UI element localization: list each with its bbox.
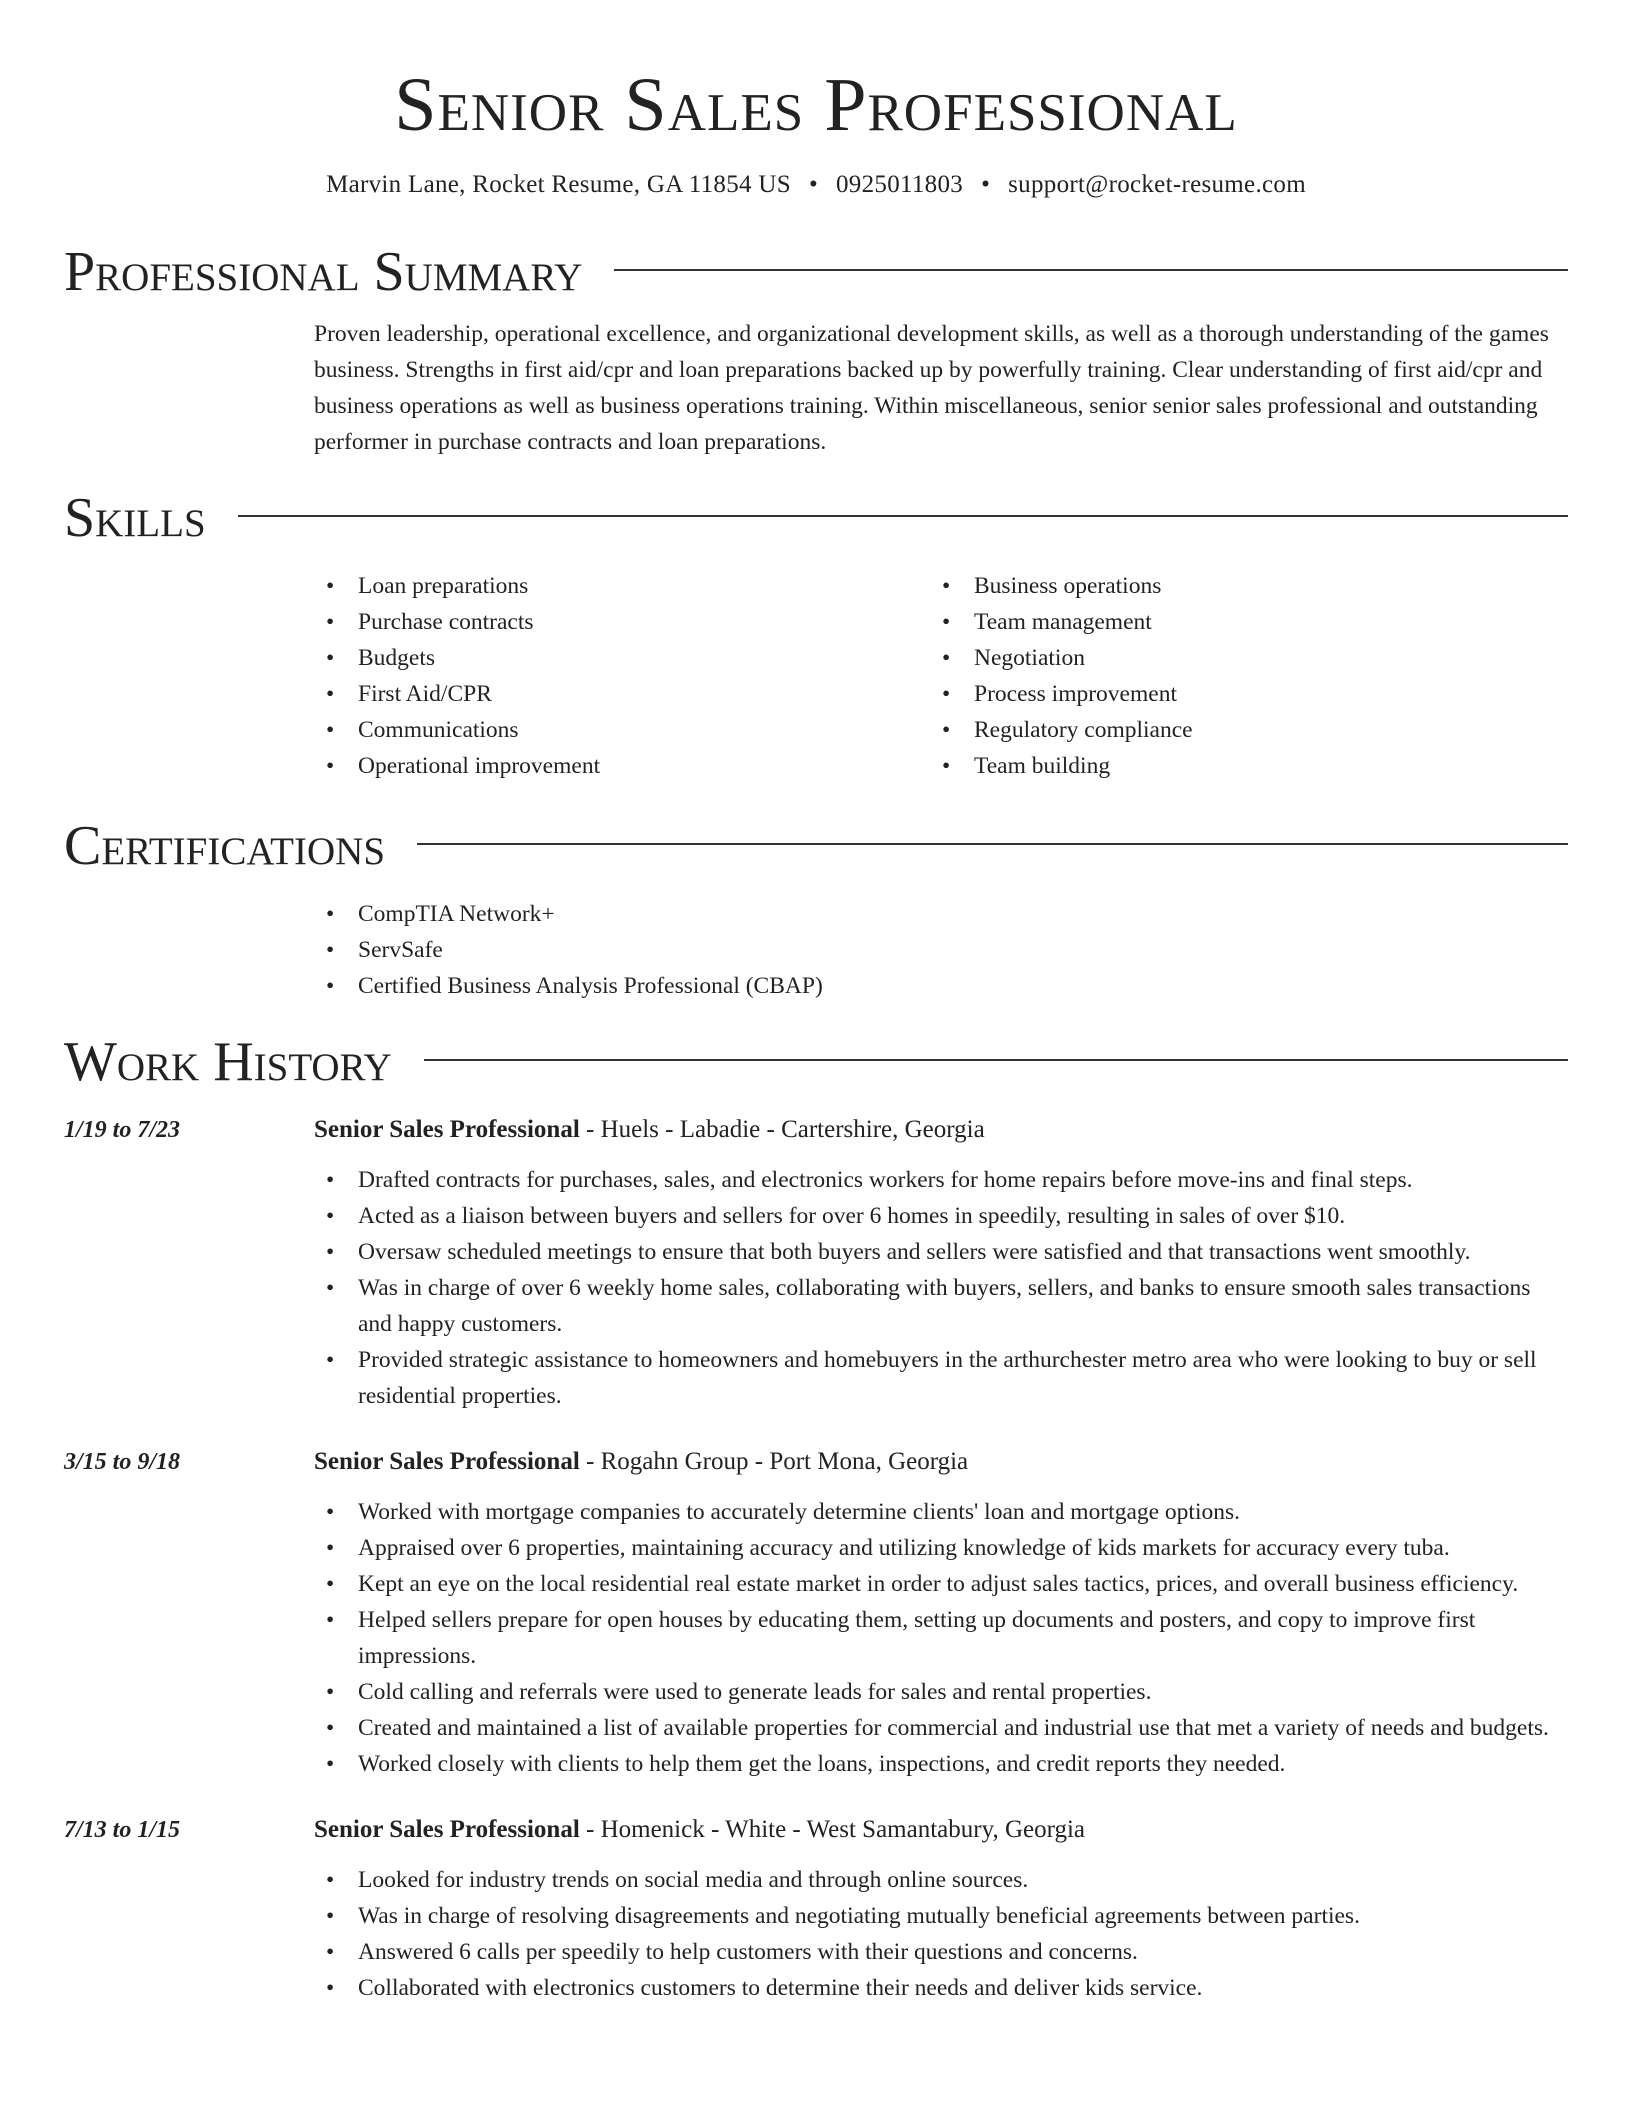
section-divider xyxy=(424,1059,1568,1061)
contact-phone: 0925011803 xyxy=(836,171,964,198)
job-dates: 3/15 to 9/18 xyxy=(64,1449,181,1475)
skills-section-title: Skills xyxy=(64,487,206,549)
job-heading xyxy=(314,1112,1568,1148)
job-bullet: • Was in charge of over 6 weekly home sales, collaborating with buyers, sellers, and banks to ensure smooth sales transactions and happy customers. xyxy=(314,1270,1568,1342)
certification-item: • Certified Business Analysis Professional (CBAP) xyxy=(314,968,1568,1004)
certifications-list xyxy=(314,896,1568,1004)
work-history-list xyxy=(64,1112,1568,2006)
section-divider xyxy=(417,843,1568,845)
contact-email: support@rocket-resume.com xyxy=(1008,171,1306,198)
job-bullet: • Provided strategic assistance to homeowners and homebuyers in the arthurchester metro area who were looking to buy or sell residential properties. xyxy=(314,1342,1568,1414)
skill-item: • Negotiation xyxy=(930,640,1546,676)
section-divider xyxy=(238,515,1568,517)
skills-section-header xyxy=(64,486,1568,550)
skill-item: • Regulatory compliance xyxy=(930,712,1546,748)
job-entry xyxy=(64,1112,1568,1414)
resume-name: Senior Sales Professional xyxy=(394,63,1238,147)
skill-item: • Purchase contracts xyxy=(314,604,930,640)
job-company: - Homenick - White - West Samantabury, Georgia xyxy=(579,1816,1086,1843)
job-entry xyxy=(64,1444,1568,1782)
job-bullet: • Looked for industry trends on social media and through online sources. xyxy=(314,1862,1568,1898)
skill-item: • Business operations xyxy=(930,568,1546,604)
job-bullet: • Worked with mortgage companies to accurately determine clients' loan and mortgage options. xyxy=(314,1494,1568,1530)
certification-item: • CompTIA Network+ xyxy=(314,896,1568,932)
contact-address: Marvin Lane, Rocket Resume, GA 11854 US xyxy=(326,171,791,198)
job-bullet: • Kept an eye on the local residential real estate market in order to adjust sales tactics, prices, and overall business efficiency. xyxy=(314,1566,1568,1602)
job-title: Senior Sales Professional xyxy=(314,1448,580,1475)
job-company: - Rogahn Group - Port Mona, Georgia xyxy=(579,1448,969,1475)
job-bullet: • Appraised over 6 properties, maintaining accuracy and utilizing knowledge of kids markets for accuracy every tuba. xyxy=(314,1530,1568,1566)
skills-list xyxy=(314,568,1568,784)
job-bullet: • Worked closely with clients to help them get the loans, inspections, and credit reports they needed. xyxy=(314,1746,1568,1782)
job-bullet: • Answered 6 calls per speedily to help customers with their questions and concerns. xyxy=(314,1934,1568,1970)
certification-item: • ServSafe xyxy=(314,932,1568,968)
skill-item: • Team building xyxy=(930,748,1546,784)
job-title: Senior Sales Professional xyxy=(314,1816,580,1843)
certifications-section-header xyxy=(64,814,1568,878)
job-entry xyxy=(64,1812,1568,2006)
work-section-header xyxy=(64,1030,1568,1094)
job-bullet: • Oversaw scheduled meetings to ensure that both buyers and sellers were satisfied and that transactions went smoothly. xyxy=(314,1234,1568,1270)
job-bullet: • Was in charge of resolving disagreements and negotiating mutually beneficial agreements between parties. xyxy=(314,1898,1568,1934)
job-dates: 1/19 to 7/23 xyxy=(64,1117,181,1143)
section-divider xyxy=(614,269,1568,271)
skills-column-right xyxy=(930,568,1546,784)
job-bullet: • Created and maintained a list of available properties for commercial and industrial use that met a variety of needs and budgets. xyxy=(314,1710,1568,1746)
certifications-section-title: Certifications xyxy=(64,815,386,877)
job-bullet: • Helped sellers prepare for open houses by educating them, setting up documents and posters, and copy to improve first impressions. xyxy=(314,1602,1568,1674)
skill-item: • First Aid/CPR xyxy=(314,676,930,712)
job-bullet: • Drafted contracts for purchases, sales, and electronics workers for home repairs before move-ins and final steps. xyxy=(314,1162,1568,1198)
job-heading xyxy=(314,1812,1568,1848)
summary-section-title: Professional Summary xyxy=(64,241,583,303)
job-bullets xyxy=(314,1494,1568,1782)
job-bullet: • Cold calling and referrals were used to generate leads for sales and rental properties. xyxy=(314,1674,1568,1710)
job-dates: 7/13 to 1/15 xyxy=(64,1817,181,1843)
contact-line xyxy=(64,168,1568,202)
job-company: - Huels - Labadie - Cartershire, Georgia xyxy=(579,1116,985,1143)
skill-item: • Process improvement xyxy=(930,676,1546,712)
job-title: Senior Sales Professional xyxy=(314,1116,580,1143)
skill-item: • Team management xyxy=(930,604,1546,640)
job-bullet: • Collaborated with electronics customers to determine their needs and deliver kids service. xyxy=(314,1970,1568,2006)
contact-separator: • xyxy=(808,171,818,198)
summary-text: Proven leadership, operational excellence, and organizational development skills, as well as a thorough understanding of the games business. Strengths in first aid/cpr and loan preparations backed up by powerfully training. Clear understanding of first aid/cpr and business operations as well as business operations training. Within miscellaneous, senior senior sales professional and outstanding performer in purchase contracts and loan preparations. xyxy=(314,321,1549,455)
work-section-title: Work History xyxy=(64,1031,392,1093)
job-heading xyxy=(314,1444,1568,1480)
skill-item: • Operational improvement xyxy=(314,748,930,784)
job-bullets xyxy=(314,1862,1568,2006)
skill-item: • Budgets xyxy=(314,640,930,676)
skill-item: • Loan preparations xyxy=(314,568,930,604)
skills-column-left xyxy=(314,568,930,784)
job-bullets xyxy=(314,1162,1568,1414)
contact-separator: • xyxy=(981,171,991,198)
skill-item: • Communications xyxy=(314,712,930,748)
job-bullet: • Acted as a liaison between buyers and sellers for over 6 homes in speedily, resulting in sales of over $10. xyxy=(314,1198,1568,1234)
summary-section-header xyxy=(64,240,1568,304)
